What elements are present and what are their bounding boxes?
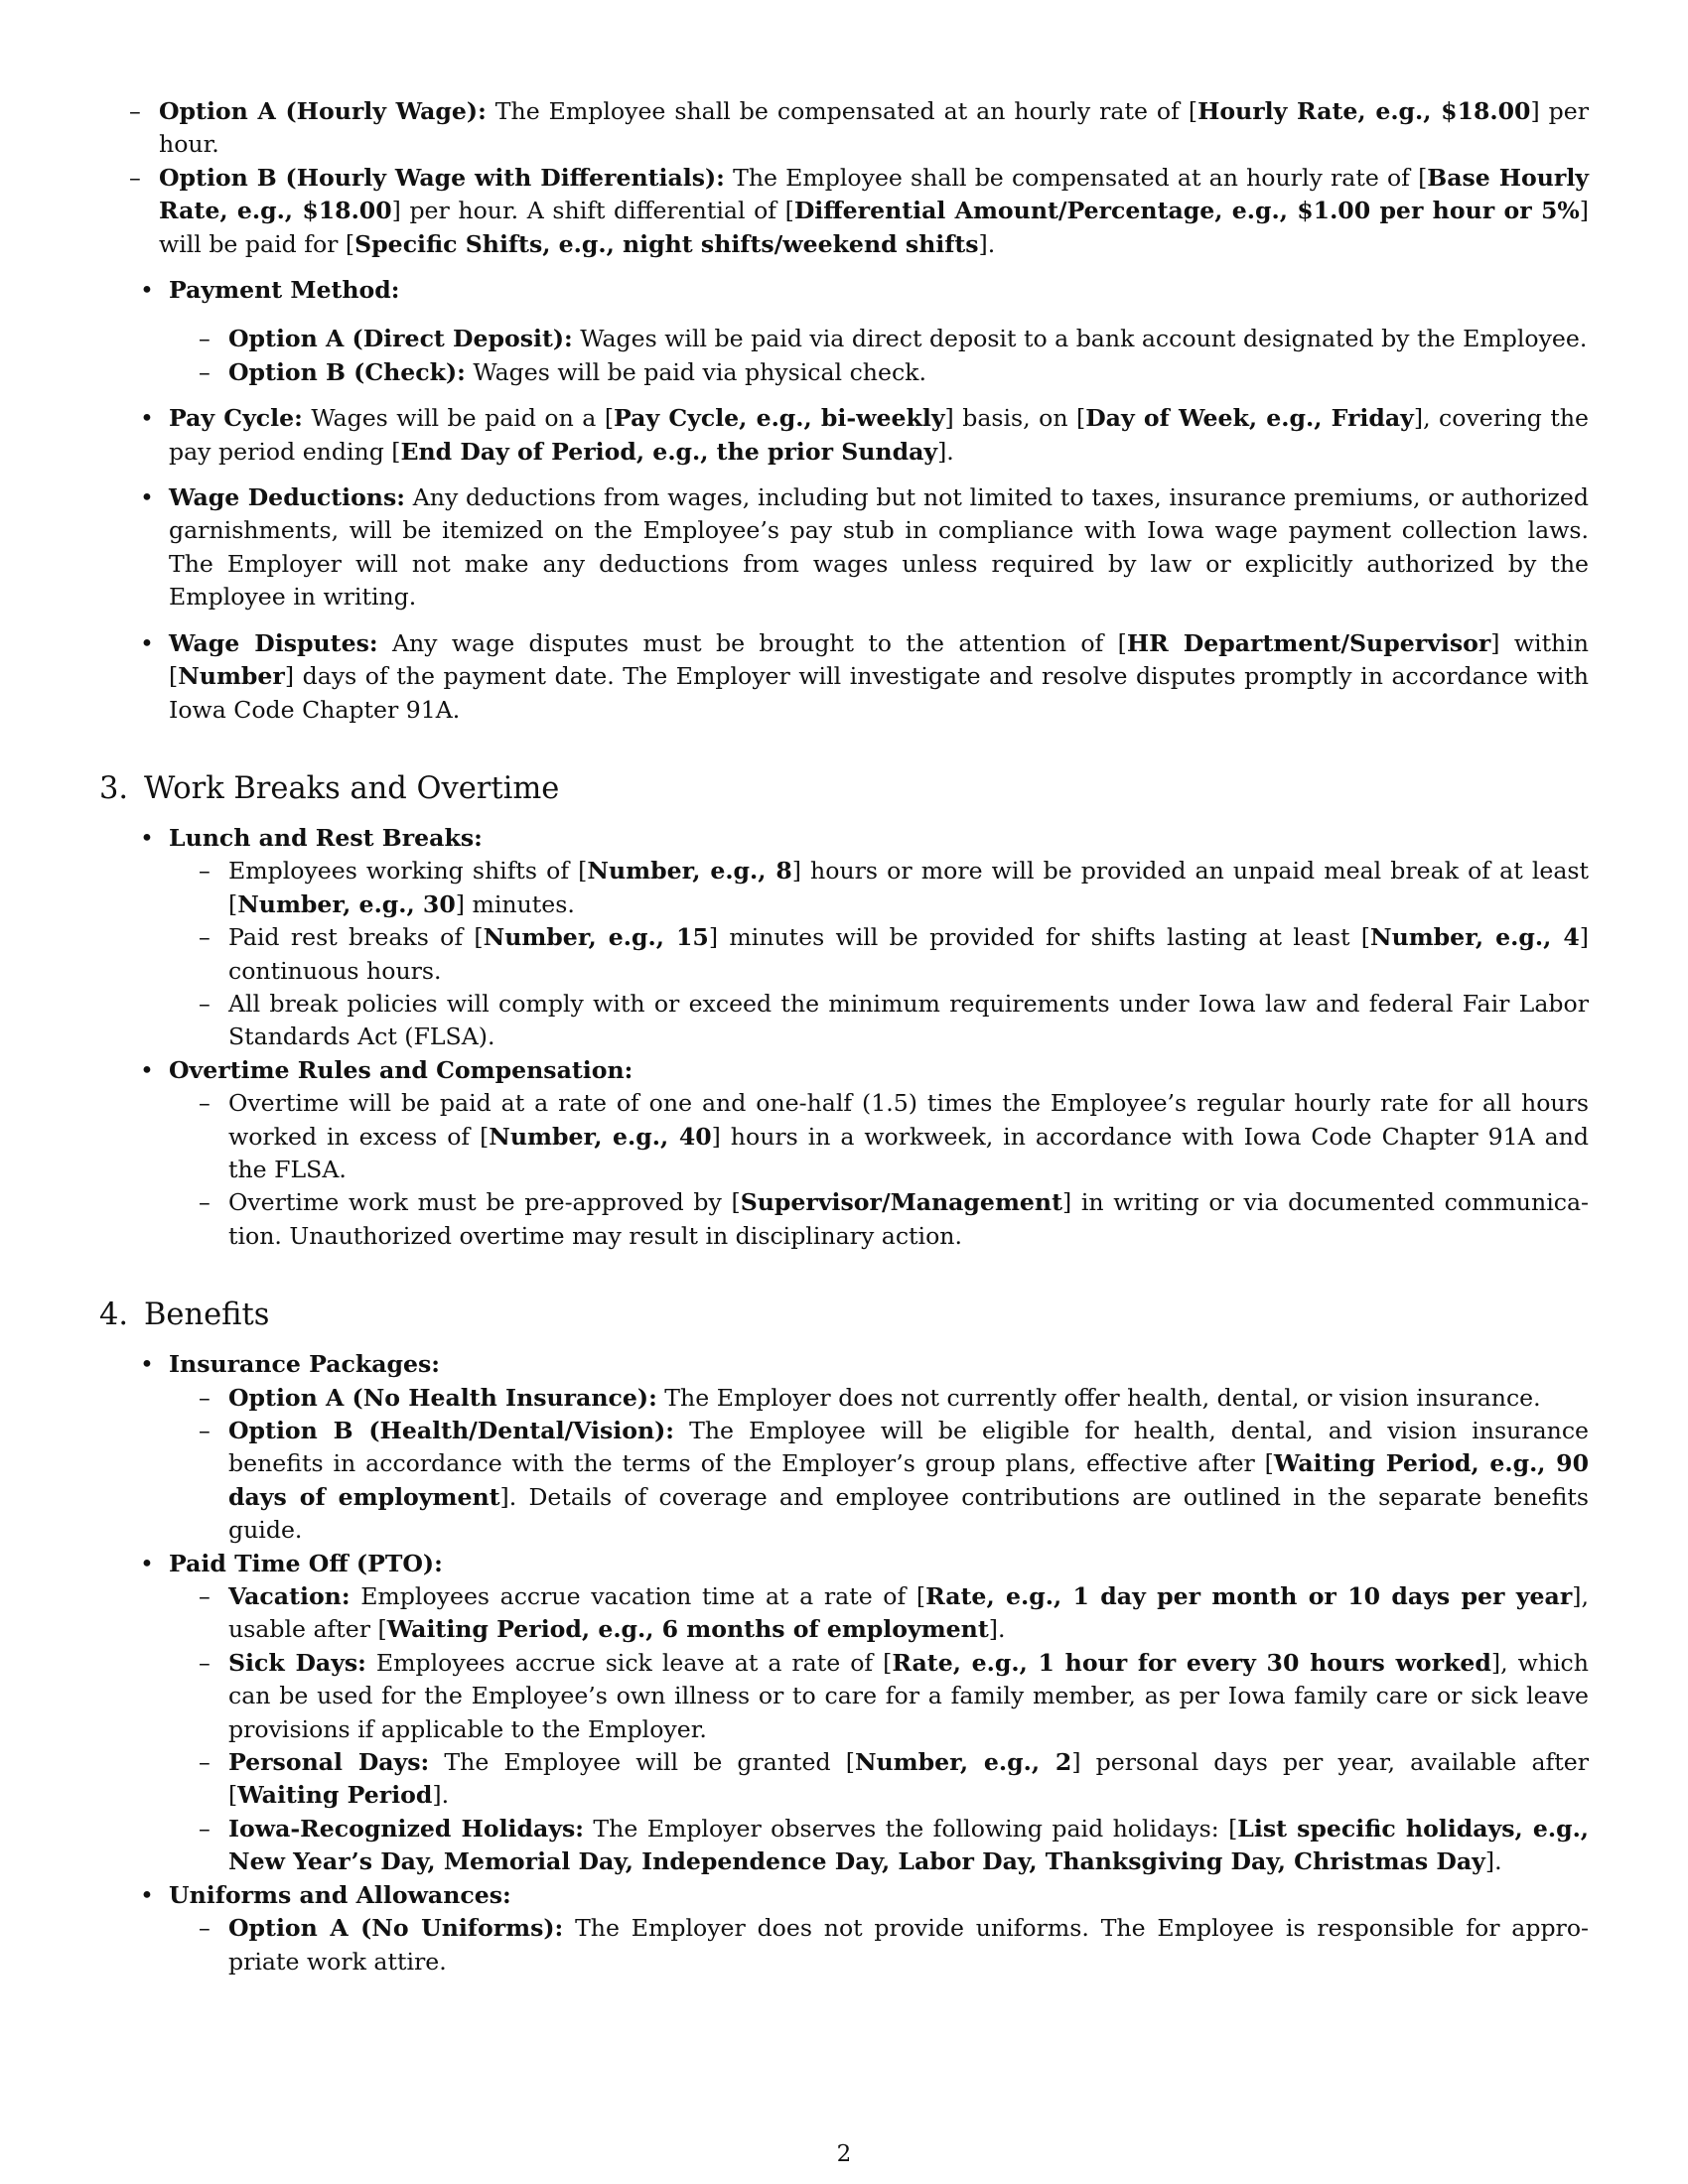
list-item: – Overtime will be paid at a rate of one and one-half (1.5) times the Employee’s regular hourly rate for all hours worked in excess of [Number, e.g., 40] hours in a workweek, in accordance with Iowa Code Chapter 91A and the FLSA. [199, 1089, 1589, 1183]
pay-cycle-item: • Pay Cycle: Wages will be paid on a [Pay Cycle, e.g., bi-weekly] basis, on [Day of Week, e.g., Friday], covering the pay period ending [End Day of Period, e.g., the prior Sunday]. [99, 402, 1589, 469]
benefits-list [99, 1348, 1589, 1979]
list-item: – Option A (Direct Deposit): Wages will be paid via direct deposit to a bank account designated by the Employee. [169, 323, 1589, 355]
dash-marker: – [129, 163, 141, 192]
wage-deductions-item: • Wage Deductions: Any deductions from wages, including but not limited to taxes, insurance premiums, or authorized garnishments, will be itemized on the Employee’s pay stub in compliance with Iowa wage payment collection laws. The Employer will not make any deductions from wages unless required by law or explicitly authorized by the Employee in writing. [99, 481, 1589, 614]
item-label: Payment Method: [169, 276, 400, 305]
list-item: – Overtime work must be pre-approved by [Supervisor/Management] in writing or via documented communica-tion. Unauthorized overtime may result in disciplinary action. [199, 1188, 1589, 1250]
dash-marker: – [199, 1814, 211, 1843]
pto-sublist [169, 1580, 1589, 1879]
list-item: – Option B (Hourly Wage with Differentials): The Employee shall be compensated at an hourly rate of [Base Hourly Rate, e.g., $18.00] per hour. A shift differential of [Differential Amount/Percentage, e.g., $1.00 per hour or 5%] will be paid for [Specific Shifts, e.g., night shifts/weekend shifts]. [129, 163, 1590, 258]
option-label: Option A (Hourly Wage): [159, 97, 487, 125]
wage-disputes-item: • Wage Disputes: Any wage disputes must be brought to the attention of [HR Department/Supervisor] within [Number] days of the payment date. The Employer will investigate and resolve disputes promptly in accordance with Iowa Code Chapter 91A. [99, 627, 1589, 727]
dash-marker: – [199, 1914, 211, 1943]
insurance-item: • Insurance Packages: – Option A (No Health Insurance): The Employer does not currently offer health, dental, or vision insurance. – Option B (Health/Dental/Vision): The Employee will be eligible for health, dental, and vision insurance benefits in accordance with the terms of the Employer’s group plans, effective after [Waiting Period, e.g., 90 days of employment]. Details of coverage and employee contributions are outlined in the separate benefits guide. [99, 1348, 1589, 1547]
dash-marker: – [199, 357, 211, 386]
list-item: – Iowa-Recognized Holidays: The Employer observes the following paid holidays: [List specific holidays, e.g., New Year’s Day, Memorial Day, Independence Day, Labor Day, Thanksgiving Day, Christmas Day]. [199, 1814, 1590, 1876]
insurance-sublist [169, 1382, 1589, 1548]
list-item: – Employees working shifts of [Number, e.g., 8] hours or more will be provided an unpaid meal break of at least [Number, e.g., 30] minutes. [199, 857, 1589, 918]
dash-marker: – [199, 1383, 211, 1412]
pto-item: • Paid Time Off (PTO): – Vacation: Employees accrue vacation time at a rate of [Rate, e.g., 1 day per month or 10 days per year], usable after [Waiting Period, e.g., 6 months of employment]. – Sick Days: Employees accrue sick leave at a rate of [Rate, e.g., 1 hour for every 30 hours worked], which can be used for the Employee’s own illness or to care for a family member, as per Iowa family care or sick leave provisions if applicable to the Employer. – Personal Days: The Employee will be granted [Number, e.g., 2] personal days per year, available after [Waiting Period]. – Iowa-Recognized Holidays: The Employer observes the following paid holidays: [List specific holidays, e.g., New Year’s Day, Memorial Day, Independence Day, Labor Day, Thanksgiving Day, Christmas Day]. [99, 1548, 1589, 1879]
breaks-overtime-list [99, 822, 1589, 1253]
uniforms-sublist [169, 1912, 1589, 1979]
list-item: – Sick Days: Employees accrue sick leave at a rate of [Rate, e.g., 1 hour for every 30 hours worked], which can be used for the Employee’s own illness or to care for a family member, as per Iowa family care or sick leave provisions if applicable to the Employer. [199, 1648, 1589, 1743]
dash-marker: – [199, 1648, 211, 1677]
wage-options-list [99, 95, 1589, 261]
bullet-marker: • [140, 1880, 154, 1909]
page-number: 2 [836, 2141, 852, 2167]
dash-marker: – [199, 989, 211, 1018]
section-heading: 4. Benefits [99, 1297, 270, 1333]
list-item: – Option A (No Uniforms): The Employer does not provide uniforms. The Employee is responsible for appro-priate work attire. [199, 1914, 1589, 1976]
dash-marker: – [199, 1582, 211, 1611]
breaks-sublist [169, 855, 1589, 1053]
section-heading: 3. Work Breaks and Overtime [99, 770, 560, 806]
list-item: – Paid rest breaks of [Number, e.g., 15] minutes will be provided for shifts lasting at least [Number, e.g., 4] continuous hours. [199, 923, 1589, 985]
overtime-item: • Overtime Rules and Compensation: – Overtime will be paid at a rate of one and one-half (1.5) times the Employee’s regular hourly rate for all hours worked in excess of [Number, e.g., 40] hours in a workweek, in accordance with Iowa Code Chapter 91A and the FLSA. – Overtime work must be pre-approved by [Supervisor/Management] in writing or via documented communica-tion. Unauthorized overtime may result in disciplinary action. [99, 1054, 1589, 1253]
dash-marker: – [199, 1748, 211, 1777]
bullet-marker: • [140, 1055, 154, 1084]
list-item: – Option B (Health/Dental/Vision): The Employee will be eligible for health, dental, and vision insurance benefits in accordance with the terms of the Employer’s group plans, effective after [Waiting Period, e.g., 90 days of employment]. Details of coverage and employee contributions are outlined in the separate benefits guide. [199, 1417, 1590, 1545]
bullet-marker: • [140, 276, 154, 305]
dash-marker: – [199, 325, 211, 353]
list-item: – Vacation: Employees accrue vacation time at a rate of [Rate, e.g., 1 day per month or 10 days per year], usable after [Waiting Period, e.g., 6 months of employment]. [199, 1582, 1589, 1644]
overtime-sublist [169, 1087, 1589, 1253]
dash-marker: – [199, 1089, 211, 1118]
list-item: – Option A (No Health Insurance): The Employer does not currently offer health, dental, or vision insurance. [169, 1382, 1589, 1415]
payment-method-options [169, 323, 1589, 389]
dash-marker: – [199, 1188, 211, 1217]
list-item: – Personal Days: The Employee will be granted [Number, e.g., 2] personal days per year, available after [Waiting Period]. [199, 1748, 1589, 1810]
bullet-marker: • [140, 404, 154, 433]
bullet-marker: • [140, 483, 154, 512]
dash-marker: – [199, 857, 211, 886]
breaks-item: • Lunch and Rest Breaks: – Employees working shifts of [Number, e.g., 8] hours or more will be provided an unpaid meal break of at least [Number, e.g., 30] minutes. – Paid rest breaks of [Number, e.g., 15] minutes will be provided for shifts lasting at least [Number, e.g., 4] continuous hours. – All break policies will comply with or exceed the minimum requirements under Iowa law and federal Fair Labor Standards Act (FLSA). [99, 822, 1589, 1054]
list-item: – Option B (Check): Wages will be paid via physical check. [169, 356, 1589, 389]
dash-marker: – [129, 97, 141, 125]
bullet-marker: • [140, 1350, 154, 1379]
dash-marker: – [199, 923, 211, 952]
dash-marker: – [199, 1417, 211, 1444]
bullet-marker: • [140, 823, 154, 852]
bullet-marker: • [140, 1549, 154, 1577]
compensation-list [99, 274, 1589, 727]
option-label: Option B (Hourly Wage with Differentials): [159, 163, 725, 192]
uniforms-item: • Uniforms and Allowances: – Option A (No Uniforms): The Employer does not provide uniforms. The Employee is responsible for appro-priate work attire. [99, 1879, 1589, 1979]
list-item: – All break policies will comply with or exceed the minimum requirements under Iowa law and federal Fair Labor Standards Act (FLSA). [199, 989, 1589, 1051]
payment-method-item [99, 274, 1589, 389]
document-body [99, 95, 1589, 1979]
bullet-marker: • [140, 628, 154, 657]
list-item: – Option A (Hourly Wage): The Employee shall be compensated at an hourly rate of [Hourly Rate, e.g., $18.00] per hour. [129, 97, 1590, 159]
